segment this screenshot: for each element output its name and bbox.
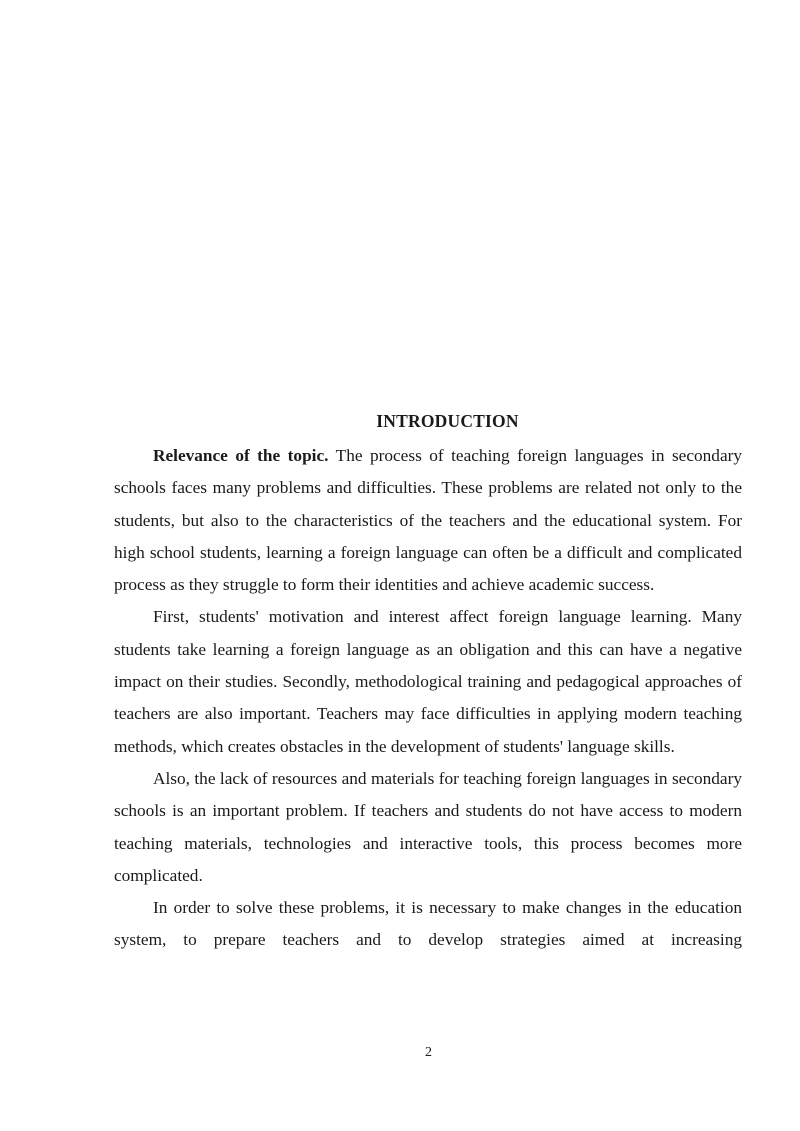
paragraph-relevance bbox=[114, 440, 742, 601]
paragraph-resources bbox=[114, 763, 742, 892]
page-number: 2 bbox=[425, 1045, 432, 1060]
body-text bbox=[114, 440, 742, 957]
paragraph-text: In order to solve these problems, it is necessary to make changes in the education system, to prepare teachers and to develop strategies aimed at increasing bbox=[114, 898, 742, 950]
paragraph-solutions bbox=[114, 892, 742, 957]
paragraph-motivation bbox=[114, 601, 742, 762]
section-heading: INTRODUCTION bbox=[376, 411, 519, 431]
paragraph-text: First, students' motivation and interest affect foreign language learning. Many students take learning a foreign language as an obligation and this can have a negative impact on their studies. Secondly, methodological training and pedagogical approaches of teachers are also important. Teachers may face difficulties in applying modern teaching methods, which creates obstacles in the development of students' language skills. bbox=[114, 607, 742, 756]
paragraph-text: Also, the lack of resources and materials for teaching foreign languages in secondary schools is an important problem. If teachers and students do not have access to modern teaching materials, technologies and interactive tools, this process becomes more complicated. bbox=[114, 768, 742, 885]
paragraph-text: The process of teaching foreign languages in secondary schools faces many problems and difficulties. These problems are related not only to the students, but also to the characteristics of the teachers and the educational system. For high school students, learning a foreign language can often be a difficult and complicated process as they struggle to form their identities and achieve academic success. bbox=[114, 446, 743, 595]
paragraph-lead: Relevance of the topic. bbox=[153, 446, 329, 465]
